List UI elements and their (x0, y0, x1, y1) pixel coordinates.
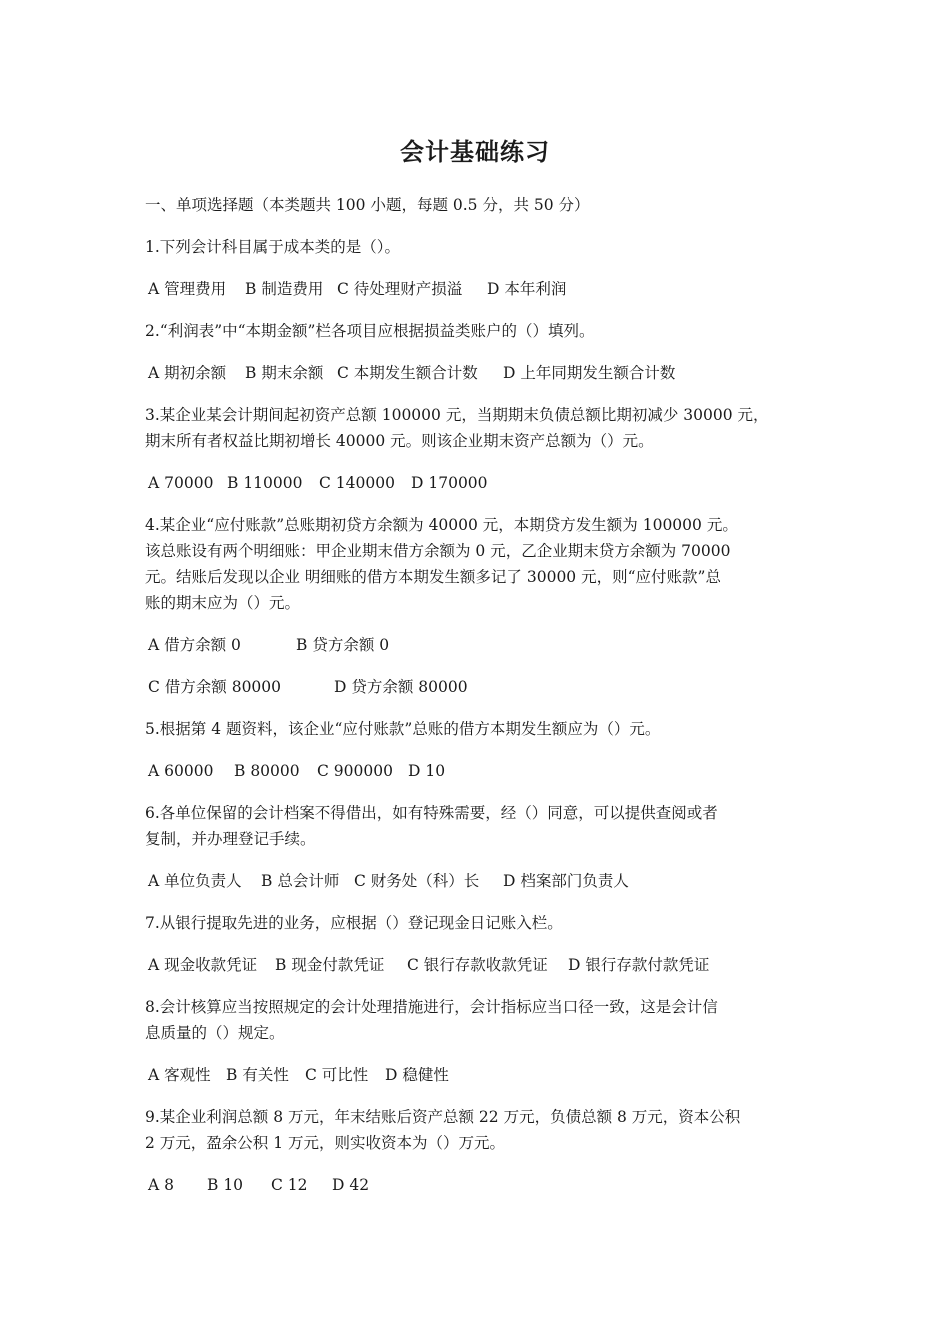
question-4-option-b: B 贷方余额 0 (296, 636, 390, 654)
question-8-option-c: C 可比性 (305, 1066, 369, 1084)
question-8-option-b: B 有关性 (226, 1066, 289, 1084)
question-5-stem: 5.根据第 4 题资料，该企业“应付账款”总账的借方本期发生额应为（）元。 (145, 720, 661, 738)
question-3-stem-line: 3.某企业某会计期间起初资产总额 100000 元，当期期末负债总额比期初减少 30000 元， (145, 406, 769, 424)
question-2-option-a: A 期初余额 (148, 364, 227, 382)
question-1-option-d: D 本年利润 (487, 280, 567, 298)
question-4-option-d: D 贷方余额 80000 (334, 678, 468, 696)
page-title: 会计基础练习 (400, 137, 550, 166)
question-8-option-a: A 客观性 (148, 1066, 211, 1084)
question-4-stem-line: 4.某企业“应付账款”总账期初贷方余额为 40000 元，本期贷方发生额为 100000 元。 (145, 516, 738, 534)
question-6-option-c: C 财务处（科）长 (354, 872, 480, 890)
question-6-stem-line: 6.各单位保留的会计档案不得借出，如有特殊需要，经（）同意，可以提供查阅或者 (145, 804, 718, 822)
question-9-stem (145, 1104, 825, 1156)
question-8-stem-line: 息质量的（）规定。 (145, 1024, 285, 1042)
question-1-option-c: C 待处理财产损溢 (337, 280, 463, 298)
question-9-stem-line: 9.某企业利润总额 8 万元，年末结账后资产总额 22 万元，负债总额 8 万元，资本公积 (145, 1108, 741, 1126)
question-6-option-d: D 档案部门负责人 (503, 872, 629, 890)
question-7-option-b: B 现金付款凭证 (275, 956, 385, 974)
question-9-option-c: C 12 (271, 1176, 308, 1194)
question-8-option-d: D 稳健性 (385, 1066, 449, 1084)
question-3-option-b: B 110000 (227, 474, 303, 492)
question-4-stem-line: 账的期末应为（）元。 (145, 594, 301, 612)
question-9-option-d: D 42 (332, 1176, 370, 1194)
question-3-stem-line: 期末所有者权益比期初增长 40000 元。则该企业期末资产总额为（）元。 (145, 432, 654, 450)
question-9-option-a: A 8 (148, 1176, 174, 1194)
section-heading: 一、单项选择题（本类题共 100 小题，每题 0.5 分，共 50 分） (145, 196, 590, 214)
question-5-option-a: A 60000 (148, 762, 214, 780)
question-1-stem: 1.下列会计科目属于成本类的是（）。 (145, 238, 401, 256)
question-3-option-c: C 140000 (319, 474, 395, 492)
question-4-stem-line: 元。结账后发现以企业 明细账的借方本期发生额多记了 30000 元，则“应付账款”总 (145, 568, 721, 586)
question-6-stem (145, 800, 825, 852)
question-4-option-c: C 借方余额 80000 (148, 678, 282, 696)
question-1-option-b: B 制造费用 (245, 280, 324, 298)
question-2-stem: 2.“利润表”中“本期金额”栏各项目应根据损益类账户的（）填列。 (145, 322, 595, 340)
question-6-stem-line: 复制，并办理登记手续。 (145, 830, 316, 848)
question-3-option-d: D 170000 (411, 474, 488, 492)
question-9-option-b: B 10 (207, 1176, 244, 1194)
question-7-option-c: C 银行存款收款凭证 (407, 956, 548, 974)
question-2-option-d: D 上年同期发生额合计数 (503, 364, 676, 382)
question-5-option-b: B 80000 (234, 762, 300, 780)
question-3-option-a: A 70000 (148, 474, 214, 492)
question-4-stem-line: 该总账设有两个明细账：甲企业期末借方余额为 0 元，乙企业期末贷方余额为 70000 (145, 542, 731, 560)
question-9-stem-line: 2 万元，盈余公积 1 万元，则实收资本为（）万元。 (145, 1134, 506, 1152)
question-2-option-c: C 本期发生额合计数 (337, 364, 478, 382)
question-1-option-a: A 管理费用 (148, 280, 227, 298)
question-6-option-a: A 单位负责人 (148, 872, 242, 890)
question-4-stem (145, 512, 825, 616)
question-3-stem (145, 402, 825, 454)
question-8-stem (145, 994, 825, 1046)
question-7-stem: 7.从银行提取先进的业务，应根据（）登记现金日记账入栏。 (145, 914, 563, 932)
question-8-stem-line: 8.会计核算应当按照规定的会计处理措施进行，会计指标应当口径一致，这是会计信 (145, 998, 718, 1016)
question-7-option-d: D 银行存款付款凭证 (568, 956, 710, 974)
question-6-option-b: B 总会计师 (261, 872, 340, 890)
question-5-option-c: C 900000 (317, 762, 393, 780)
question-4-option-a: A 借方余额 0 (148, 636, 241, 654)
question-7-option-a: A 现金收款凭证 (148, 956, 258, 974)
question-2-option-b: B 期末余额 (245, 364, 324, 382)
question-5-option-d: D 10 (408, 762, 446, 780)
